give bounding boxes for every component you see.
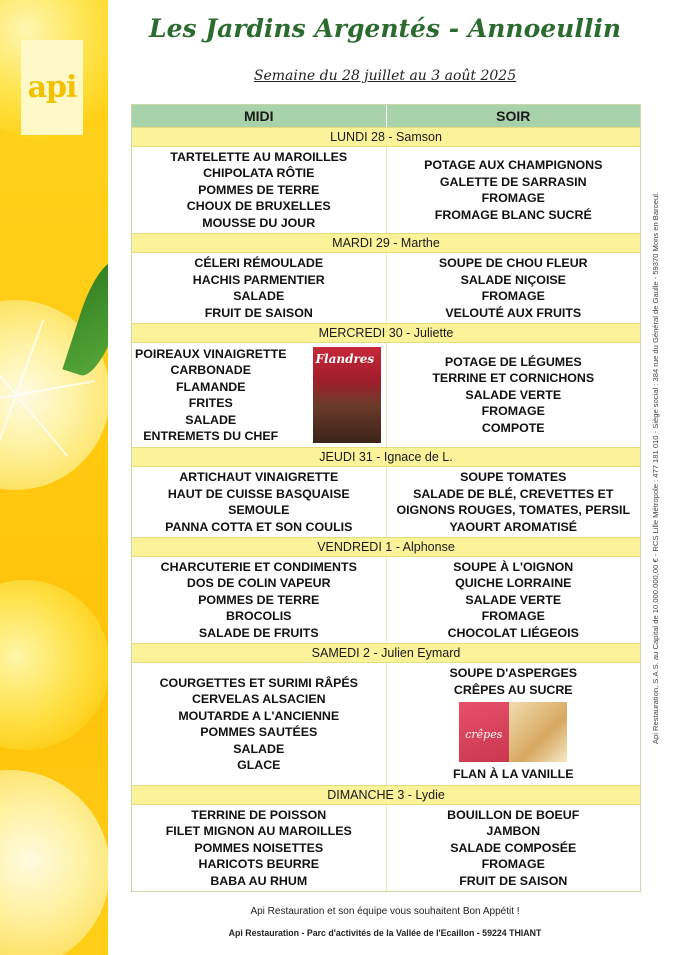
soir-cell — [386, 253, 641, 323]
soir-cell — [386, 343, 641, 447]
flandres-book-image — [313, 347, 381, 443]
day-header: DIMANCHE 3 - Lydie — [132, 785, 640, 805]
menu-item: POMMES DE TERRE — [198, 182, 320, 197]
crepes-photo — [509, 702, 567, 762]
soir-cell — [386, 663, 641, 785]
legal-notice: Api Restauration, S.A.S. au Capital de 10.000.000,00 € - RCS Lille Métropole : 477 181 010 - Siège social : 384 rue du Général de Gaulle - 59370 Mons en Baroeul. — [651, 191, 660, 745]
menu-item: HAUT DE CUISSE BASQUAISE — [167, 486, 350, 501]
menu-item: HARICOTS BEURRE — [198, 857, 319, 872]
menu-item: OIGNONS ROUGES, TOMATES, PERSIL — [396, 503, 631, 517]
menu-item: FROMAGE — [481, 857, 545, 872]
menu-item: POIREAUX VINAIGRETTE — [135, 346, 287, 361]
menu-item: SALADE NIÇOISE — [460, 272, 566, 287]
column-header-soir: SOIR — [386, 105, 641, 127]
day-row — [132, 663, 640, 785]
menu-item: YAOURT AROMATISÉ — [449, 519, 578, 534]
menu-item: FRUIT DE SAISON — [204, 305, 313, 320]
menu-item: SEMOULE — [228, 503, 290, 517]
menu-item: HACHIS PARMENTIER — [192, 272, 325, 287]
soir-cell — [386, 557, 641, 643]
company-address: Api Restauration - Parc d'activités de la Vallée de l'Ecaillon - 59224 THIANT — [228, 928, 542, 938]
menu-item: COMPOTE — [481, 420, 545, 435]
menu-item: GALETTE DE SARRASIN — [439, 174, 587, 189]
menu-item: JAMBON — [486, 824, 541, 839]
menu-item: ENTREMETS DU CHEF — [143, 429, 279, 443]
lemon-decoration — [0, 0, 108, 955]
column-header-midi: MIDI — [243, 108, 274, 124]
menu-item: SALADE COMPOSÉE — [450, 840, 577, 855]
midi-cell — [132, 343, 386, 447]
menu-item: POTAGE AUX CHAMPIGNONS — [424, 158, 603, 172]
menu-item: FROMAGE BLANC SUCRÉ — [434, 207, 592, 222]
book-title: Flandres — [315, 352, 375, 366]
menu-item: POMMES NOISETTES — [194, 840, 324, 855]
menu-item: SOUPE D'ASPERGES — [449, 666, 578, 681]
menu-item: FLAN À LA VANILLE — [453, 767, 574, 782]
column-header-row — [132, 105, 640, 127]
day-header: SAMEDI 2 - Julien Eymard — [132, 643, 640, 663]
midi-cell — [132, 147, 386, 233]
day-header: MARDI 29 - Marthe — [132, 233, 640, 253]
soir-cell — [386, 147, 641, 233]
menu-item: SALADE VERTE — [465, 387, 562, 402]
menu-item: CÉLERI RÉMOULADE — [194, 256, 324, 270]
menu-item: MOUTARDE A L'ANCIENNE — [178, 708, 340, 723]
menu-item: BABA AU RHUM — [210, 873, 308, 888]
menu-item: FROMAGE — [481, 289, 545, 303]
menu-item: VELOUTÉ AUX FRUITS — [445, 305, 582, 320]
menu-item: FLAMANDE — [175, 379, 246, 394]
menu-item: SALADE VERTE — [465, 592, 562, 607]
bon-appetit-message: Api Restauration et son équipe vous souhaitent Bon Appétit ! — [250, 906, 520, 917]
day-row — [132, 467, 640, 537]
menu-item: MOUSSE DU JOUR — [202, 215, 316, 230]
menu-item: CHOUX DE BRUXELLES — [186, 199, 331, 214]
day-header: LUNDI 28 - Samson — [132, 127, 640, 147]
day-header: JEUDI 31 - Ignace de L. — [132, 447, 640, 467]
menu-item: POTAGE DE LÉGUMES — [444, 354, 582, 369]
menu-item: CHOCOLAT LIÉGEOIS — [447, 625, 579, 640]
week-subtitle: Semaine du 28 juillet au 3 août 2025 — [253, 68, 517, 84]
day-header: MERCREDI 30 - Juliette — [132, 323, 640, 343]
crepes-book-cover — [459, 702, 509, 762]
midi-items — [135, 346, 286, 445]
lemon-image — [0, 580, 108, 750]
menu-item: SALADE — [233, 289, 285, 303]
menu-item: GLACE — [237, 758, 281, 772]
crepes-image — [459, 702, 567, 762]
menu-item: BROCOLIS — [226, 609, 292, 624]
menu-item: ARTICHAUT VINAIGRETTE — [179, 470, 339, 484]
day-row — [132, 557, 640, 643]
logo-text: api — [27, 70, 77, 105]
day-row — [132, 253, 640, 323]
menu-item: DOS DE COLIN VAPEUR — [186, 576, 331, 591]
menu-item: SALADE — [233, 741, 285, 756]
day-row — [132, 147, 640, 233]
menu-item: SOUPE DE CHOU FLEUR — [438, 256, 588, 270]
menu-item: POMMES DE TERRE — [198, 592, 320, 607]
midi-cell — [132, 663, 386, 785]
soir-cell — [386, 467, 641, 537]
menu-item: PANNA COTTA ET SON COULIS — [165, 519, 353, 534]
menu-item: FRITES — [188, 396, 233, 410]
menu-item: CARBONADE — [170, 363, 251, 377]
day-row — [132, 805, 640, 891]
lemon-slice-image — [0, 770, 108, 955]
midi-cell — [132, 557, 386, 643]
menu-item: BOUILLON DE BOEUF — [447, 807, 580, 822]
soir-cell — [386, 805, 641, 891]
midi-cell — [132, 805, 386, 891]
menu-item: SALADE — [185, 412, 237, 427]
menu-item: SOUPE À L'OIGNON — [453, 559, 574, 574]
book-title: crêpes — [465, 728, 503, 742]
menu-item: TARTELETTE AU MAROILLES — [170, 149, 348, 164]
menu-item: FRUIT DE SAISON — [459, 873, 568, 888]
menu-item: SALADE DE FRUITS — [198, 625, 319, 640]
midi-cell — [132, 253, 386, 323]
menu-item: QUICHE LORRAINE — [455, 576, 572, 591]
menu-item: POMMES SAUTÉES — [200, 725, 318, 739]
menu-item: FROMAGE — [481, 404, 545, 419]
menu-item: CHIPOLATA RÔTIE — [203, 166, 315, 181]
midi-cell — [132, 467, 386, 537]
menu-item: COURGETTES ET SURIMI RÂPÉS — [159, 675, 358, 690]
menu-item: FILET MIGNON AU MAROILLES — [165, 824, 352, 839]
menu-item: TERRINE DE POISSON — [191, 807, 327, 822]
menu-item: SOUPE TOMATES — [460, 470, 567, 484]
page-title: Les Jardins Argentés - Annoeullin — [148, 14, 621, 43]
menu-item: CHARCUTERIE ET CONDIMENTS — [160, 559, 357, 574]
menu-item: CERVELAS ALSACIEN — [191, 692, 326, 706]
menu-item: CRÊPES AU SUCRE — [453, 682, 573, 697]
menu-table — [131, 104, 641, 892]
menu-item: TERRINE ET CORNICHONS — [432, 371, 595, 386]
day-row — [132, 343, 640, 447]
day-header: VENDREDI 1 - Alphonse — [132, 537, 640, 557]
api-logo — [21, 40, 83, 135]
menu-item: FROMAGE — [481, 609, 545, 624]
menu-item: SALADE DE BLÉ, CREVETTES ET — [413, 486, 614, 501]
menu-item: FROMAGE — [481, 191, 545, 205]
